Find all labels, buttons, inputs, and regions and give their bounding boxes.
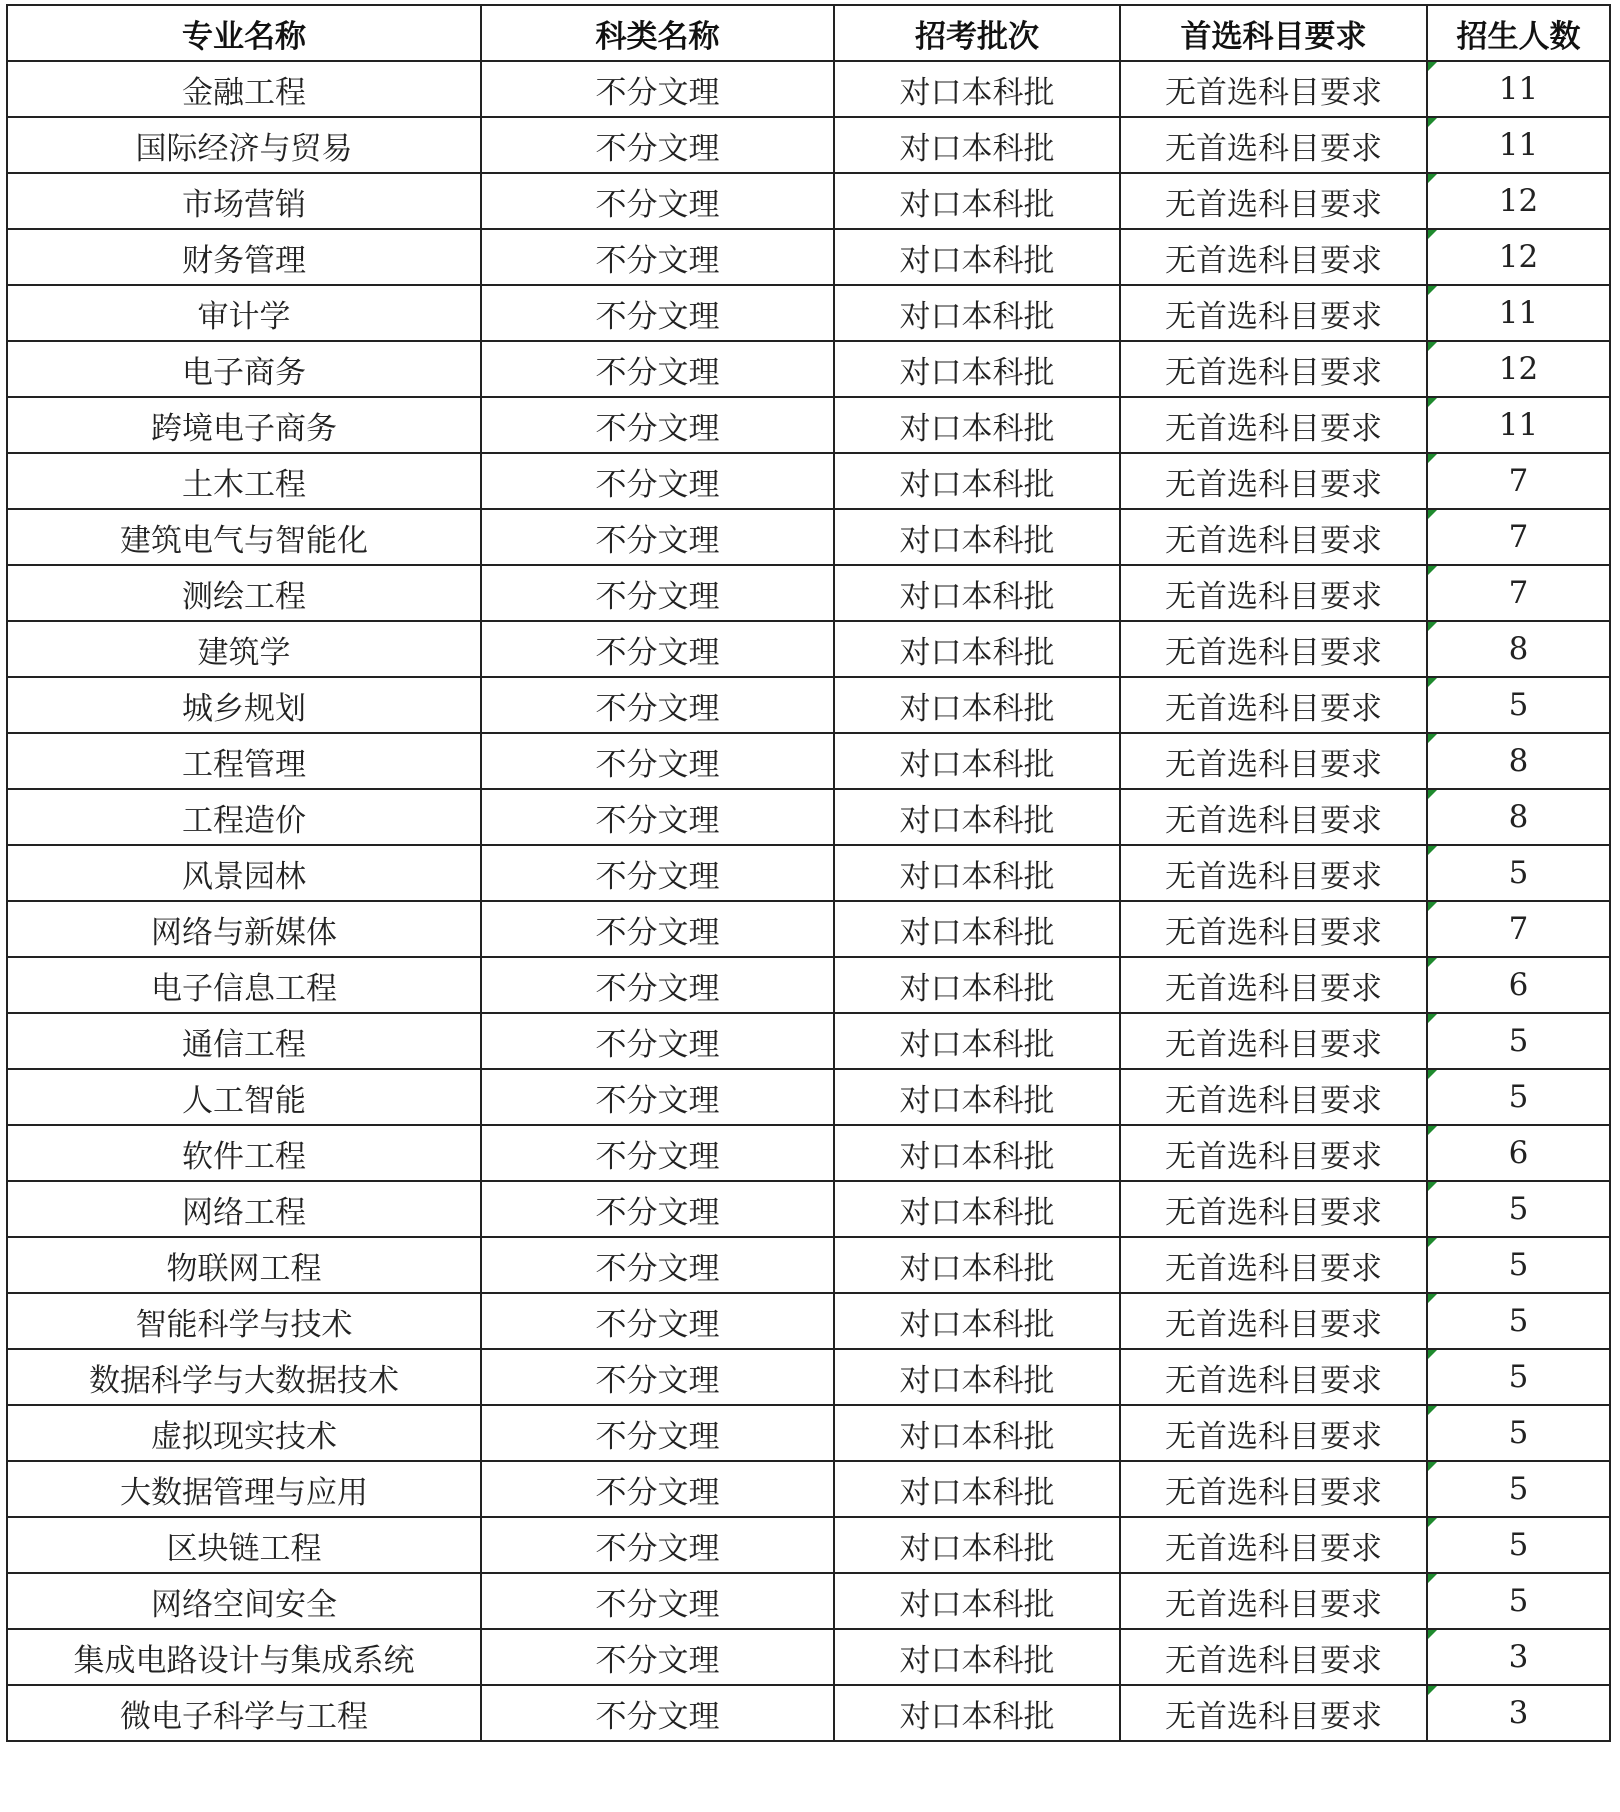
enrollment-count-cell: 7	[1427, 565, 1610, 621]
admission-batch-cell: 对口本科批	[834, 1013, 1120, 1069]
table-row	[7, 1349, 1610, 1405]
admission-batch-cell: 对口本科批	[834, 1125, 1120, 1181]
table-row	[7, 733, 1610, 789]
table-row	[7, 1013, 1610, 1069]
enrollment-count-cell: 11	[1427, 117, 1610, 173]
table-row	[7, 1069, 1610, 1125]
table-row	[7, 789, 1610, 845]
admission-batch-cell: 对口本科批	[834, 397, 1120, 453]
first-choice-subject-cell: 无首选科目要求	[1120, 845, 1427, 901]
major-name-cell: 区块链工程	[7, 1517, 481, 1573]
table-row	[7, 117, 1610, 173]
subject-category-cell: 不分文理	[481, 173, 834, 229]
header-admission-batch: 招考批次	[834, 5, 1120, 61]
subject-category-cell: 不分文理	[481, 845, 834, 901]
first-choice-subject-cell: 无首选科目要求	[1120, 341, 1427, 397]
table-row	[7, 677, 1610, 733]
first-choice-subject-cell: 无首选科目要求	[1120, 1237, 1427, 1293]
subject-category-cell: 不分文理	[481, 1013, 834, 1069]
major-name-cell: 财务管理	[7, 229, 481, 285]
major-name-cell: 数据科学与大数据技术	[7, 1349, 481, 1405]
admission-batch-cell: 对口本科批	[834, 1629, 1120, 1685]
enrollment-count-cell: 8	[1427, 789, 1610, 845]
major-name-cell: 建筑学	[7, 621, 481, 677]
table-row	[7, 845, 1610, 901]
enrollment-count-cell: 6	[1427, 1125, 1610, 1181]
subject-category-cell: 不分文理	[481, 1573, 834, 1629]
major-name-cell: 城乡规划	[7, 677, 481, 733]
enrollment-count-cell: 5	[1427, 1293, 1610, 1349]
first-choice-subject-cell: 无首选科目要求	[1120, 1517, 1427, 1573]
enrollment-count-cell: 7	[1427, 453, 1610, 509]
subject-category-cell: 不分文理	[481, 901, 834, 957]
first-choice-subject-cell: 无首选科目要求	[1120, 397, 1427, 453]
major-name-cell: 网络与新媒体	[7, 901, 481, 957]
admission-batch-cell: 对口本科批	[834, 789, 1120, 845]
subject-category-cell: 不分文理	[481, 1629, 834, 1685]
major-name-cell: 国际经济与贸易	[7, 117, 481, 173]
subject-category-cell: 不分文理	[481, 733, 834, 789]
subject-category-cell: 不分文理	[481, 1125, 834, 1181]
subject-category-cell: 不分文理	[481, 397, 834, 453]
table-row	[7, 1573, 1610, 1629]
table-row	[7, 285, 1610, 341]
admission-batch-cell: 对口本科批	[834, 285, 1120, 341]
table-row	[7, 397, 1610, 453]
admission-batch-cell: 对口本科批	[834, 117, 1120, 173]
header-enrollment-count: 招生人数	[1427, 5, 1610, 61]
enrollment-count-cell: 5	[1427, 1461, 1610, 1517]
major-name-cell: 市场营销	[7, 173, 481, 229]
enrollment-count-cell: 5	[1427, 1349, 1610, 1405]
table-row	[7, 173, 1610, 229]
enrollment-count-cell: 11	[1427, 397, 1610, 453]
subject-category-cell: 不分文理	[481, 1517, 834, 1573]
admission-batch-cell: 对口本科批	[834, 733, 1120, 789]
table-row	[7, 1517, 1610, 1573]
major-name-cell: 审计学	[7, 285, 481, 341]
subject-category-cell: 不分文理	[481, 61, 834, 117]
major-name-cell: 跨境电子商务	[7, 397, 481, 453]
first-choice-subject-cell: 无首选科目要求	[1120, 1629, 1427, 1685]
major-name-cell: 土木工程	[7, 453, 481, 509]
table-row	[7, 61, 1610, 117]
enrollment-count-cell: 5	[1427, 845, 1610, 901]
admission-batch-cell: 对口本科批	[834, 677, 1120, 733]
first-choice-subject-cell: 无首选科目要求	[1120, 453, 1427, 509]
enrollment-count-cell: 5	[1427, 1069, 1610, 1125]
enrollment-table	[6, 4, 1611, 1742]
header-first-choice-subject: 首选科目要求	[1120, 5, 1427, 61]
table-row	[7, 901, 1610, 957]
table-row	[7, 453, 1610, 509]
first-choice-subject-cell: 无首选科目要求	[1120, 957, 1427, 1013]
header-subject-category: 科类名称	[481, 5, 834, 61]
admission-batch-cell: 对口本科批	[834, 61, 1120, 117]
admission-batch-cell: 对口本科批	[834, 1517, 1120, 1573]
first-choice-subject-cell: 无首选科目要求	[1120, 1181, 1427, 1237]
major-name-cell: 软件工程	[7, 1125, 481, 1181]
admission-batch-cell: 对口本科批	[834, 1349, 1120, 1405]
major-name-cell: 工程造价	[7, 789, 481, 845]
major-name-cell: 微电子科学与工程	[7, 1685, 481, 1741]
admission-batch-cell: 对口本科批	[834, 173, 1120, 229]
major-name-cell: 物联网工程	[7, 1237, 481, 1293]
first-choice-subject-cell: 无首选科目要求	[1120, 229, 1427, 285]
enrollment-count-cell: 8	[1427, 621, 1610, 677]
major-name-cell: 电子信息工程	[7, 957, 481, 1013]
admission-batch-cell: 对口本科批	[834, 845, 1120, 901]
table-row	[7, 957, 1610, 1013]
enrollment-count-cell: 12	[1427, 341, 1610, 397]
subject-category-cell: 不分文理	[481, 285, 834, 341]
table-header	[7, 5, 1610, 61]
first-choice-subject-cell: 无首选科目要求	[1120, 1461, 1427, 1517]
enrollment-count-cell: 12	[1427, 229, 1610, 285]
admission-batch-cell: 对口本科批	[834, 1293, 1120, 1349]
table-row	[7, 1461, 1610, 1517]
enrollment-count-cell: 11	[1427, 285, 1610, 341]
first-choice-subject-cell: 无首选科目要求	[1120, 1685, 1427, 1741]
subject-category-cell: 不分文理	[481, 677, 834, 733]
admission-batch-cell: 对口本科批	[834, 1181, 1120, 1237]
first-choice-subject-cell: 无首选科目要求	[1120, 1069, 1427, 1125]
first-choice-subject-cell: 无首选科目要求	[1120, 1405, 1427, 1461]
admission-batch-cell: 对口本科批	[834, 901, 1120, 957]
first-choice-subject-cell: 无首选科目要求	[1120, 789, 1427, 845]
major-name-cell: 建筑电气与智能化	[7, 509, 481, 565]
header-row	[7, 5, 1610, 61]
table-row	[7, 229, 1610, 285]
first-choice-subject-cell: 无首选科目要求	[1120, 173, 1427, 229]
table-row	[7, 1685, 1610, 1741]
first-choice-subject-cell: 无首选科目要求	[1120, 901, 1427, 957]
admission-batch-cell: 对口本科批	[834, 1573, 1120, 1629]
table-row	[7, 509, 1610, 565]
major-name-cell: 工程管理	[7, 733, 481, 789]
subject-category-cell: 不分文理	[481, 957, 834, 1013]
enrollment-count-cell: 3	[1427, 1629, 1610, 1685]
admission-batch-cell: 对口本科批	[834, 1069, 1120, 1125]
enrollment-count-cell: 5	[1427, 1405, 1610, 1461]
enrollment-count-cell: 5	[1427, 1517, 1610, 1573]
subject-category-cell: 不分文理	[481, 453, 834, 509]
enrollment-count-cell: 5	[1427, 1573, 1610, 1629]
subject-category-cell: 不分文理	[481, 1181, 834, 1237]
subject-category-cell: 不分文理	[481, 1685, 834, 1741]
subject-category-cell: 不分文理	[481, 117, 834, 173]
subject-category-cell: 不分文理	[481, 1405, 834, 1461]
admission-batch-cell: 对口本科批	[834, 509, 1120, 565]
admission-batch-cell: 对口本科批	[834, 1405, 1120, 1461]
header-major-name: 专业名称	[7, 5, 481, 61]
table-row	[7, 1629, 1610, 1685]
enrollment-count-cell: 3	[1427, 1685, 1610, 1741]
table-row	[7, 1293, 1610, 1349]
major-name-cell: 集成电路设计与集成系统	[7, 1629, 481, 1685]
table-row	[7, 621, 1610, 677]
major-name-cell: 通信工程	[7, 1013, 481, 1069]
subject-category-cell: 不分文理	[481, 1349, 834, 1405]
subject-category-cell: 不分文理	[481, 565, 834, 621]
first-choice-subject-cell: 无首选科目要求	[1120, 677, 1427, 733]
enrollment-count-cell: 5	[1427, 1237, 1610, 1293]
table-body	[7, 61, 1610, 1741]
table-row	[7, 1181, 1610, 1237]
first-choice-subject-cell: 无首选科目要求	[1120, 1125, 1427, 1181]
enrollment-count-cell: 5	[1427, 677, 1610, 733]
subject-category-cell: 不分文理	[481, 509, 834, 565]
major-name-cell: 网络空间安全	[7, 1573, 481, 1629]
table-row	[7, 1405, 1610, 1461]
first-choice-subject-cell: 无首选科目要求	[1120, 733, 1427, 789]
admission-batch-cell: 对口本科批	[834, 957, 1120, 1013]
first-choice-subject-cell: 无首选科目要求	[1120, 285, 1427, 341]
enrollment-count-cell: 12	[1427, 173, 1610, 229]
admission-batch-cell: 对口本科批	[834, 1461, 1120, 1517]
table-row	[7, 565, 1610, 621]
first-choice-subject-cell: 无首选科目要求	[1120, 1573, 1427, 1629]
enrollment-count-cell: 6	[1427, 957, 1610, 1013]
major-name-cell: 风景园林	[7, 845, 481, 901]
major-name-cell: 大数据管理与应用	[7, 1461, 481, 1517]
enrollment-count-cell: 8	[1427, 733, 1610, 789]
subject-category-cell: 不分文理	[481, 1293, 834, 1349]
admission-batch-cell: 对口本科批	[834, 229, 1120, 285]
subject-category-cell: 不分文理	[481, 341, 834, 397]
admission-batch-cell: 对口本科批	[834, 453, 1120, 509]
first-choice-subject-cell: 无首选科目要求	[1120, 117, 1427, 173]
enrollment-count-cell: 7	[1427, 509, 1610, 565]
subject-category-cell: 不分文理	[481, 1461, 834, 1517]
major-name-cell: 智能科学与技术	[7, 1293, 481, 1349]
table-row	[7, 1237, 1610, 1293]
table-row	[7, 341, 1610, 397]
enrollment-count-cell: 5	[1427, 1013, 1610, 1069]
admission-batch-cell: 对口本科批	[834, 621, 1120, 677]
subject-category-cell: 不分文理	[481, 621, 834, 677]
admission-batch-cell: 对口本科批	[834, 1237, 1120, 1293]
admission-batch-cell: 对口本科批	[834, 1685, 1120, 1741]
major-name-cell: 金融工程	[7, 61, 481, 117]
first-choice-subject-cell: 无首选科目要求	[1120, 565, 1427, 621]
admission-batch-cell: 对口本科批	[834, 341, 1120, 397]
first-choice-subject-cell: 无首选科目要求	[1120, 1293, 1427, 1349]
first-choice-subject-cell: 无首选科目要求	[1120, 61, 1427, 117]
table-row	[7, 1125, 1610, 1181]
first-choice-subject-cell: 无首选科目要求	[1120, 1349, 1427, 1405]
subject-category-cell: 不分文理	[481, 1237, 834, 1293]
enrollment-count-cell: 11	[1427, 61, 1610, 117]
subject-category-cell: 不分文理	[481, 1069, 834, 1125]
enrollment-count-cell: 7	[1427, 901, 1610, 957]
major-name-cell: 测绘工程	[7, 565, 481, 621]
subject-category-cell: 不分文理	[481, 229, 834, 285]
major-name-cell: 人工智能	[7, 1069, 481, 1125]
first-choice-subject-cell: 无首选科目要求	[1120, 621, 1427, 677]
admission-batch-cell: 对口本科批	[834, 565, 1120, 621]
first-choice-subject-cell: 无首选科目要求	[1120, 1013, 1427, 1069]
enrollment-count-cell: 5	[1427, 1181, 1610, 1237]
major-name-cell: 电子商务	[7, 341, 481, 397]
major-name-cell: 虚拟现实技术	[7, 1405, 481, 1461]
first-choice-subject-cell: 无首选科目要求	[1120, 509, 1427, 565]
subject-category-cell: 不分文理	[481, 789, 834, 845]
major-name-cell: 网络工程	[7, 1181, 481, 1237]
